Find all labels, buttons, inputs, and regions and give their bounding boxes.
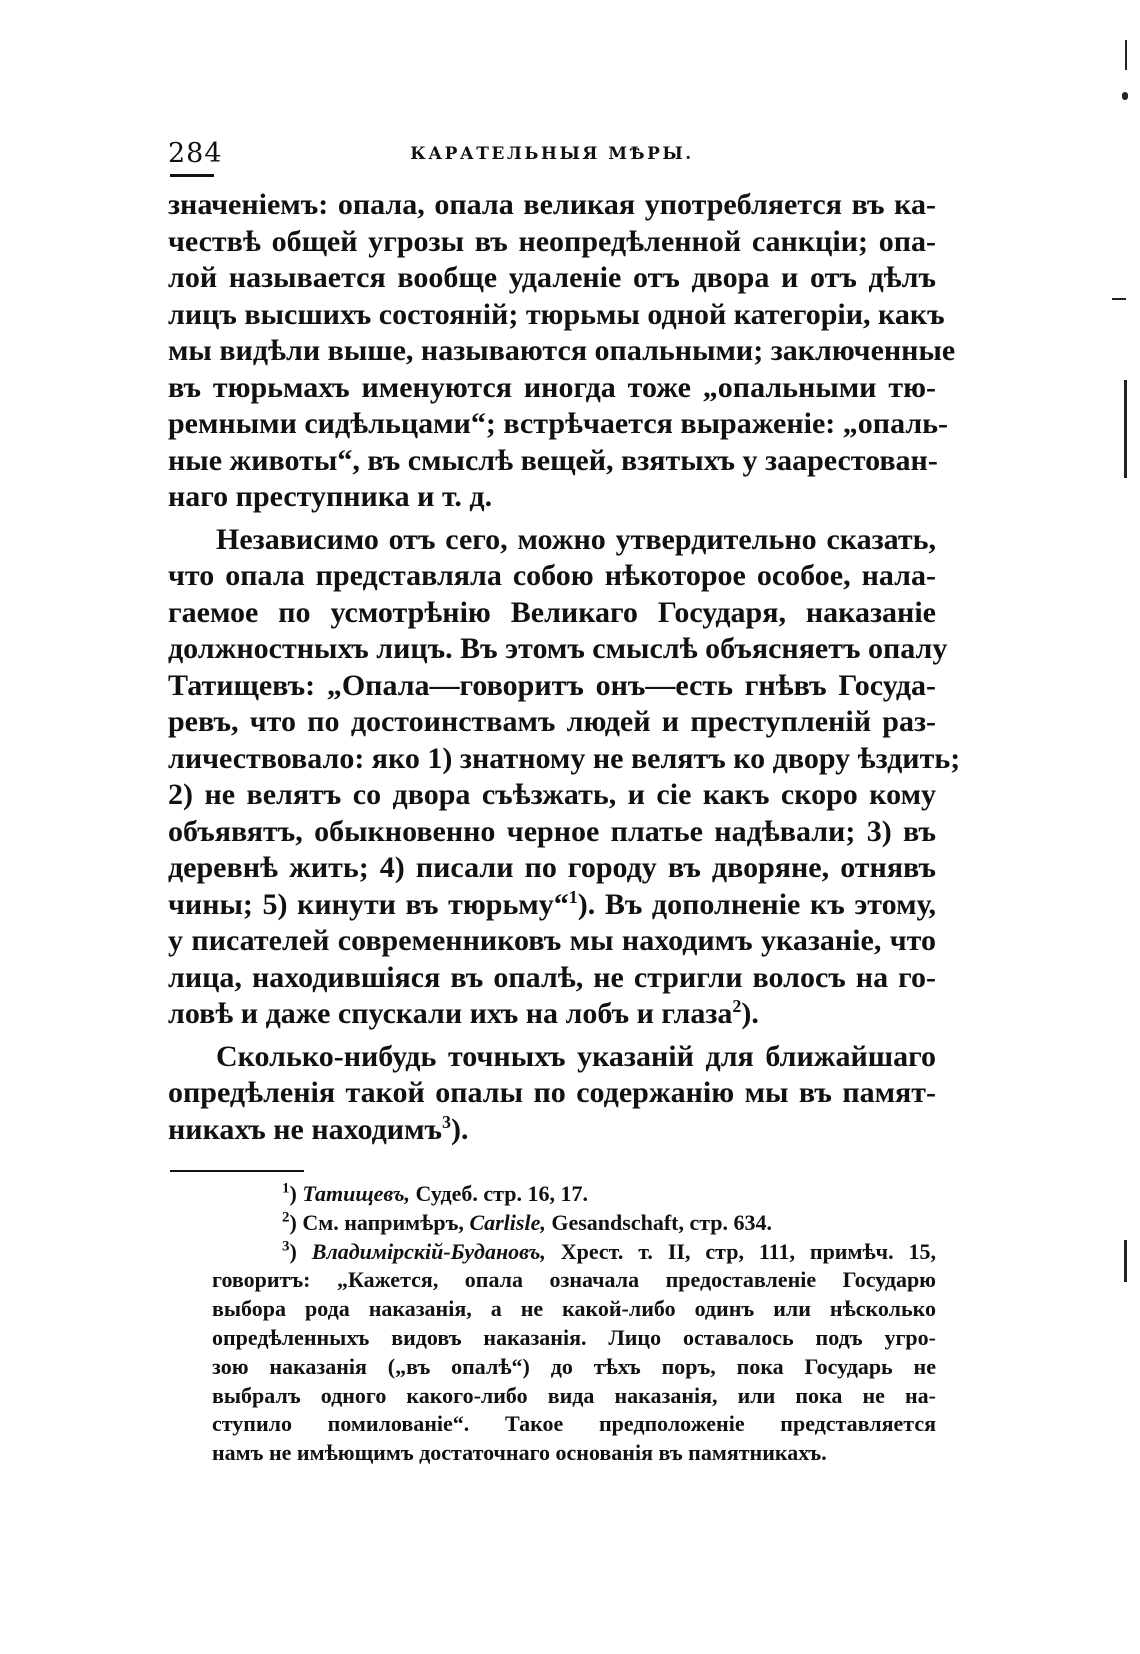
text-segment: чины; 5) кинути въ тюрьму“ xyxy=(168,887,569,921)
footnote-line: выбралъ одного какого-либо вида наказанія, или пока не на- xyxy=(212,1382,936,1408)
text-line: лой называется вообще удаленіе отъ двора и отъ дѣлъ xyxy=(168,261,936,294)
text-line: 2) не велятъ со двора съѣзжать, и сіе какъ скоро кому xyxy=(168,778,936,811)
text-line: ные животы“, въ смыслѣ вещей, взятыхъ у заарестован- xyxy=(168,443,938,477)
footnote-mark: 1 xyxy=(282,1180,290,1197)
footnote-line: говоритъ: „Кажется, опала означала предоставленіе Государю xyxy=(212,1267,936,1293)
text-line: Сколько-нибудь точныхъ указаній для ближайшаго xyxy=(216,1039,936,1073)
text-line: въ тюрьмахъ именуются иногда тоже „опальными тю- xyxy=(168,370,936,404)
scan-margin-mark xyxy=(1125,40,1127,70)
footnote-text: Gesandschaft, стр. 634. xyxy=(545,1209,773,1235)
footnote-author: Владимірскій-Будановъ, xyxy=(311,1238,546,1264)
footnote-mark: 3 xyxy=(282,1238,290,1255)
text-line-with-footnote xyxy=(168,1112,936,1149)
text-line: опредѣленія такой опалы по содержанію мы въ памят- xyxy=(168,1076,936,1109)
text-line: чествѣ общей угрозы въ неопредѣленной санкціи; опа- xyxy=(168,224,936,258)
text-line: у писателей современниковъ мы находимъ указаніе, что xyxy=(168,924,936,957)
text-line: значеніемъ: опала, опала великая употребляется въ ка- xyxy=(168,188,936,221)
footnote-reference: 1 xyxy=(568,886,578,907)
footnote-separator xyxy=(170,1170,304,1172)
footnote-2 xyxy=(242,1209,936,1238)
page-header xyxy=(168,138,936,178)
footnote-mark: 2 xyxy=(282,1209,290,1226)
footnote-text: См. напримѣръ, xyxy=(296,1209,470,1235)
footnote-paren: ) xyxy=(289,1238,297,1264)
footnote-reference: 3 xyxy=(442,1111,452,1132)
text-line: Независимо отъ сего, можно утвердительно сказать, xyxy=(216,522,936,556)
page-number-rule xyxy=(170,174,214,177)
text-line: гаемое по усмотрѣнію Великаго Государя, наказаніе xyxy=(168,595,936,629)
scan-margin-mark xyxy=(1124,1240,1127,1282)
text-line: Татищевъ: „Опала—говоритъ онъ—есть гнѣвъ Госуда- xyxy=(168,668,936,702)
footnote-line: ступило помилованіе“. Такое предположеніе представляется xyxy=(212,1411,936,1437)
text-line: ремными сидѣльцами“; встрѣчается выраженіе: „опаль- xyxy=(168,407,949,440)
footnote-line: намъ не имѣющимъ достаточнаго основанія въ памятникахъ. xyxy=(212,1440,827,1466)
text-line: должностныхъ лицъ. Въ этомъ смыслѣ объясняетъ опалу xyxy=(168,632,948,665)
footnote-line: опредѣленныхъ видовъ наказанія. Лицо оставалось подъ угро- xyxy=(212,1324,936,1350)
text-segment: ловѣ и даже спускали ихъ на лобъ и глаза xyxy=(168,997,733,1030)
footnote-1 xyxy=(242,1180,936,1209)
footnote-author: Carlisle, xyxy=(469,1209,546,1235)
text-line-with-footnote xyxy=(168,996,936,1033)
text-line: личествовало: яко 1) знатному не велятъ ко двору ѣздить; xyxy=(168,741,961,775)
footnote-text: Судеб. стр. 16, 17. xyxy=(410,1181,588,1206)
scan-margin-mark xyxy=(1122,92,1128,100)
text-line-with-footnote xyxy=(168,887,936,924)
text-segment: никахъ не находимъ xyxy=(168,1112,443,1146)
main-text xyxy=(168,187,961,1148)
text-line: ревъ, что по достоинствамъ людей и преступленій раз- xyxy=(168,705,936,738)
scan-margin-mark xyxy=(1112,298,1126,300)
footnote-author: Татищевъ, xyxy=(302,1181,411,1206)
footnote-paren: ) xyxy=(289,1209,297,1235)
text-line: что опала представляла собою нѣкоторое особое, нала- xyxy=(168,559,936,592)
paragraph-1 xyxy=(168,187,956,516)
footnote-line xyxy=(212,1238,936,1267)
text-line: наго преступника и т. д. xyxy=(168,480,493,513)
footnote-paren: ) xyxy=(289,1181,297,1206)
text-segment: ). xyxy=(741,997,759,1030)
footnote-line: выбора рода наказанія, а не какой-либо одинъ или нѣсколько xyxy=(212,1296,936,1322)
running-head: КАРАТЕЛЬНЫЯ МѢРЫ. xyxy=(410,144,694,164)
footnote-reference: 2 xyxy=(732,996,742,1016)
text-line: лицъ высшихъ состояній; тюрьмы одной категоріи, какъ xyxy=(168,297,945,331)
text-line: лица, находившіяся въ опалѣ, не стригли волосъ на го- xyxy=(168,960,936,994)
page-number: 284 xyxy=(168,138,223,169)
paragraph-3 xyxy=(168,1039,936,1149)
footnote-line: зою наказанія („въ опалѣ“) до тѣхъ поръ, пока Государь не xyxy=(212,1353,936,1379)
scan-margin-mark xyxy=(1124,380,1127,478)
text-segment: ). Въ дополненіе къ этому, xyxy=(577,887,936,921)
paragraph-2 xyxy=(168,522,961,1033)
text-line: деревнѣ жить; 4) писали по городу въ дворяне, отнявъ xyxy=(168,851,936,884)
text-line: объявятъ, обыкновенно черное платье надѣвали; 3) въ xyxy=(168,814,936,848)
footnote-text: Хрест. т. II, стр, 111, примѣч. 15, xyxy=(545,1238,936,1264)
text-segment: ). xyxy=(451,1112,469,1146)
footnote-3 xyxy=(212,1238,936,1468)
text-line: мы видѣли выше, называются опальными; заключенные xyxy=(168,334,956,367)
footnotes xyxy=(212,1180,936,1468)
